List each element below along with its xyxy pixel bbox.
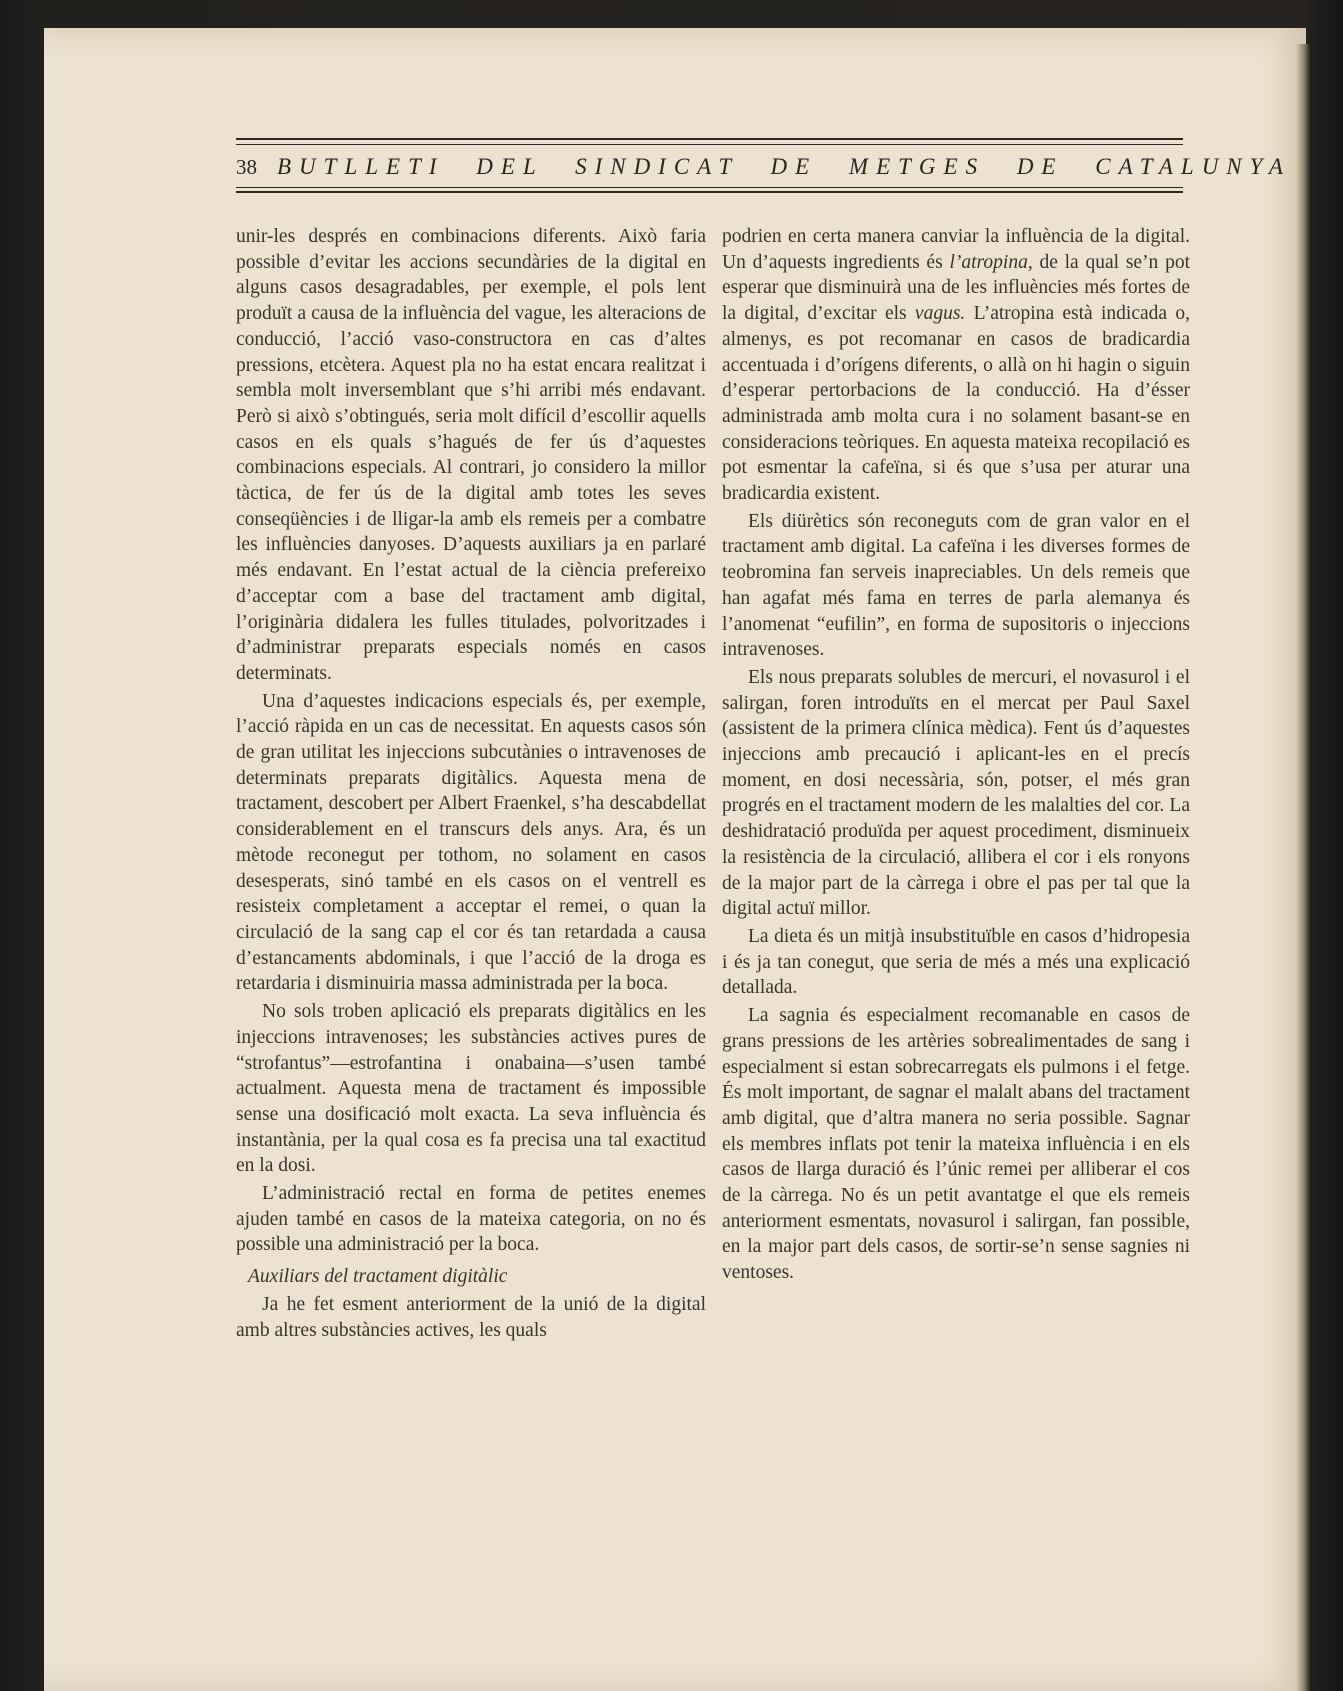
- journal-title: BUTLLETI DEL SINDICAT DE METGES DE CATALUNYA: [277, 154, 1291, 179]
- right-paragraph-2: Els diürètics són reconeguts com de gran valor en el tractament amb digital. La cafeïna i les diverses formes de teobromina fan serveis inapreciables. Un dels remeis que han agafat més fama en terres de parla alemanya és l’anomenat “eufilin”, en forma de supositoris o injeccions intravenoses.: [722, 510, 1190, 661]
- right-paragraph-3: Els nous preparats solubles de mercuri, el novasurol i el salirgan, foren introduïts en el mercat per Paul Saxel (assistent de la primera clínica mèdica). Fent ús d’aquestes injeccions amb precaució i aplicant-les en el precís moment, en dosi necessària, són, potser, el més gran progrés en el tractament modern de les malalties del cor. La deshidratació produïda per aquest procediment, disminueix la resistència de la circulació, allibera el cor i els ronyons de la major part de la càrrega i obre el pas per tal que la digital actuï millor.: [722, 666, 1190, 920]
- left-paragraph-5: Ja he fet esment anteriorment de la unió de la digital amb altres substàncies actives, les quals: [236, 1293, 706, 1341]
- right-p1-text-a: podrien en certa manera canviar la influència de la digital. Un d’aquests ingredients és: [722, 226, 1190, 273]
- page-number: 38: [236, 154, 257, 179]
- right-p1-emphasis-vagus: vagus.: [914, 303, 966, 325]
- left-paragraph-2: Una d’aquestes indicacions especials és, per exemple, l’acció ràpida en un cas de necessitat. En aquests casos són de gran utilitat les injeccions subcutànies o intravenoses de determinats preparats digitàlics. Aquesta mena de tractament, descobert per Albert Fraenkel, s’ha descabdellat considerablement en el transcurs dels anys. Ara, és un mètode reconegut per tothom, no solament en casos desesperats, sinó també en els casos on el ventrell es resisteix completament a acceptar el remei, o quan la circulació de la sang cap el cor és tan retardada a causa d’estancaments abdominals, i que l’acció de la droga es retardaria i disminuiria massa administrada per la boca.: [236, 690, 706, 995]
- header-text-row: [236, 150, 1291, 184]
- right-paragraph-1: [722, 224, 1190, 507]
- left-column: [236, 224, 706, 1345]
- page-edge: [1296, 44, 1310, 1691]
- header-rule-bottom-thin: [236, 187, 1183, 188]
- left-paragraph-4: L’administració rectal en forma de petites enemes ajuden també en casos de la mateixa categoria, on no és possible una administració per la boca.: [236, 1183, 706, 1256]
- right-column: [722, 224, 1190, 1288]
- header-rule-top: [236, 138, 1183, 140]
- left-paragraph-1: unir-les després en combinacions diferents. Això faria possible d’evitar les accions secundàries de la digital en alguns casos desagradables, per exemple, el pols lent produït a causa de la influència del vague, les alteracions de conducció, l’acció vaso-constructora en cas d’altes pressions, etcètera. Aquest pla no ha estat encara realitzat i sembla molt inversemblant que s’hi arribi més endavant. Però si això s’obtingués, seria molt difícil d’escollir aquells casos en els quals s’hagués de fer ús d’aquestes combinacions especials. Al contrari, jo considero la millor tàctica, de fer ús de la digital amb totes les seves conseqüències i de lligar-la amb els remeis per a combatre les influències danyoses. D’aquests auxiliars ja en parlaré més endavant. En l’estat actual de la ciència prefereixo d’acceptar com a base del tractament amb digital, l’originària didalera les fulles titulades, polvoritzades i d’administrar preparats especials només en casos determinats.: [236, 226, 706, 684]
- right-p1-emphasis-atropina: l’atropina,: [949, 251, 1033, 273]
- header-rule-bottom: [236, 191, 1183, 193]
- right-p1-text-c: L’atropina està indicada o, almenys, es pot recomanar en casos de bradicardia accentuada i d’orígens diferents, o allà on hi hagin o siguin d’esperar pertorbacions de la conducció. Ha d’ésser administrada amb molta cura i no solament basant-se en consideracions teòriques. En aquesta mateixa recopilació es pot esmentar la cafeïna, si és que s’usa per aturar una bradicardia existent.: [722, 303, 1190, 505]
- section-subheading: Auxiliars del tractament digitàlic: [248, 1266, 508, 1288]
- right-paragraph-4: La dieta és un mitjà insubstituïble en casos d’hidropesia i és ja tan conegut, que seria de més a més una explicació detallada.: [722, 925, 1190, 999]
- right-paragraph-5: La sagnia és especialment recomanable en casos de grans pressions de les artèries sobrealimentades de sang i especialment si estan sobrecarregats els pulmons i el fetge. És molt important, de sagnar el malalt abans del tractament amb digital, que d’altra manera no seria possible. Sagnar els membres inflats pot tenir la mateixa influència i en els casos de llarga duració és l’únic remei per alliberar el cos de la càrrega. No és un petit avantatge el que els remeis anteriorment esmentats, novasurol i salirgan, fan possible, en la major part dels casos, de sortir-se’n sense sagnies ni ventoses.: [722, 1005, 1190, 1284]
- right-p1-text-b: de la qual se’n pot esperar que disminuirà una de les influències més fortes de la digital, d’excitar els: [722, 251, 1190, 325]
- left-paragraph-3: No sols troben aplicació els preparats digitàlics en les injeccions intravenoses; les substàncies actives pures de “strofantus”—estrofantina i onabaina—s’usen també actualment. Aquesta mena de tractament és impossible sense una dosificació molt exacta. La seva influència és instantània, per la qual cosa es fa precisa una tal exactitud en la dosi.: [236, 1001, 706, 1177]
- running-header: [236, 138, 1291, 198]
- header-rule-top-thin: [236, 144, 1183, 145]
